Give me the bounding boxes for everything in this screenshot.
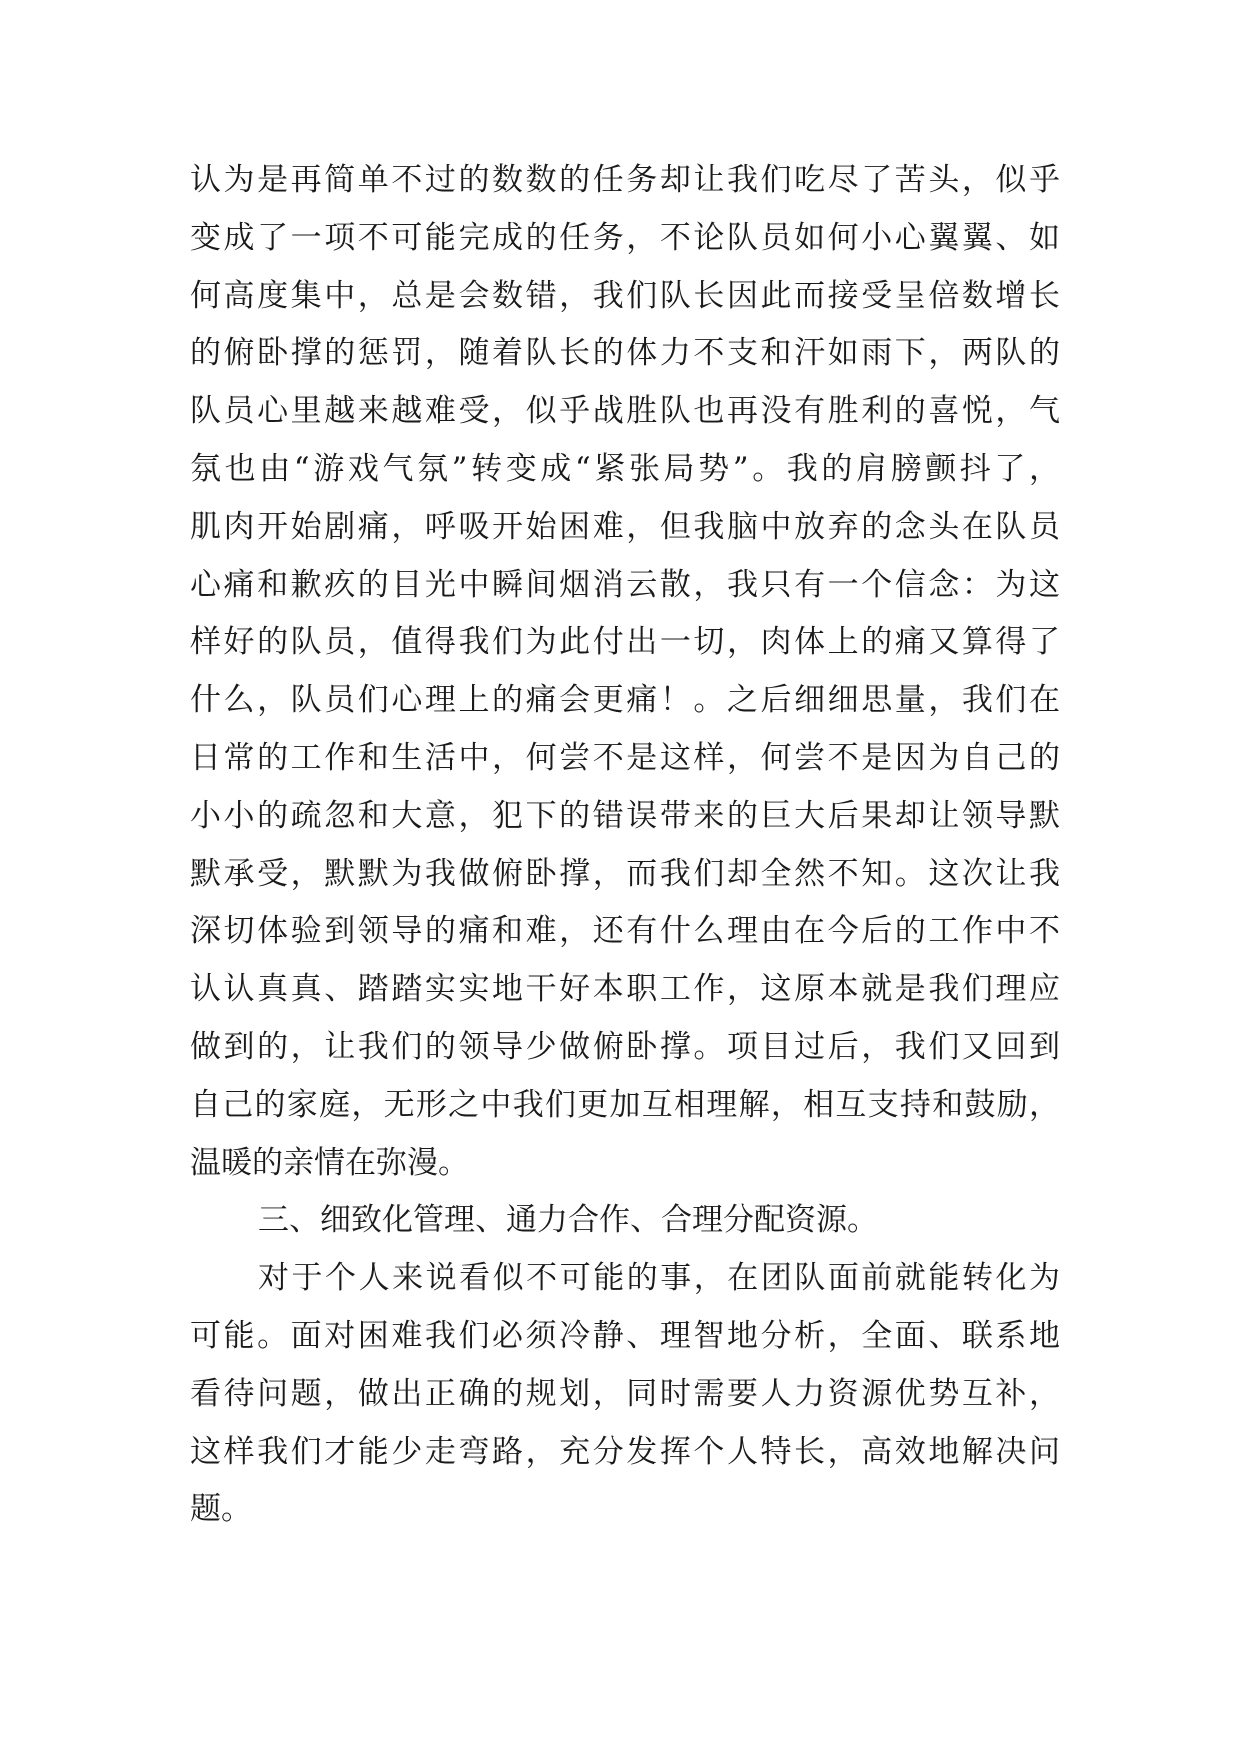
text-line: 对于个人来说看似不可能的事，在团队面前就能转化为 <box>258 1260 1060 1297</box>
text-line: 看待问题，做出正确的规划，同时需要人力资源优势互补， <box>190 1375 1060 1412</box>
text-line: 认认真真、踏踏实实地干好本职工作，这原本就是我们理应 <box>190 971 1060 1008</box>
text-line: 温暖的亲情在弥漫。 <box>190 1144 469 1181</box>
text-line: 默承受，默默为我做俯卧撑，而我们却全然不知。这次让我 <box>190 855 1060 892</box>
section-heading: 三、细致化管理、通力合作、合理分配资源。 <box>258 1202 878 1239</box>
text-line: 深切体验到领导的痛和难，还有什么理由在今后的工作中不 <box>190 913 1060 950</box>
text-line: 何高度集中，总是会数错，我们队长因此而接受呈倍数增长 <box>190 277 1060 314</box>
text-line: 变成了一项不可能完成的任务，不论队员如何小心翼翼、如 <box>190 219 1060 256</box>
text-line: 肌肉开始剧痛，呼吸开始困难，但我脑中放弃的念头在队员 <box>190 508 1060 545</box>
text-line: 日常的工作和生活中，何尝不是这样，何尝不是因为自己的 <box>190 739 1060 776</box>
text-line: 做到的，让我们的领导少做俯卧撑。项目过后，我们又回到 <box>190 1028 1060 1065</box>
text-line: 样好的队员，值得我们为此付出一切，肉体上的痛又算得了 <box>190 624 1060 661</box>
text-line: 题。 <box>190 1491 252 1528</box>
text-line: 氛也由“游戏气氛”转变成“紧张局势”。我的肩膀颤抖了， <box>190 450 1060 487</box>
text-line: 这样我们才能少走弯路，充分发挥个人特长，高效地解决问 <box>190 1433 1060 1470</box>
text-line: 的俯卧撑的惩罚，随着队长的体力不支和汗如雨下，两队的 <box>190 335 1060 372</box>
text-line: 自己的家庭，无形之中我们更加互相理解，相互支持和鼓励， <box>190 1086 1060 1123</box>
text-line: 认为是再简单不过的数数的任务却让我们吃尽了苦头，似乎 <box>190 162 1060 198</box>
text-line: 队员心里越来越难受，似乎战胜队也再没有胜利的喜悦，气 <box>190 393 1060 430</box>
text-line: 心痛和歉疚的目光中瞬间烟消云散，我只有一个信念：为这 <box>190 566 1060 603</box>
body-text <box>190 152 1060 1539</box>
text-line: 小小的疏忽和大意，犯下的错误带来的巨大后果却让领导默 <box>190 797 1060 834</box>
text-line: 什么，队员们心理上的痛会更痛！。之后细细思量，我们在 <box>190 682 1060 719</box>
text-line: 可能。面对困难我们必须冷静、理智地分析，全面、联系地 <box>190 1317 1060 1354</box>
